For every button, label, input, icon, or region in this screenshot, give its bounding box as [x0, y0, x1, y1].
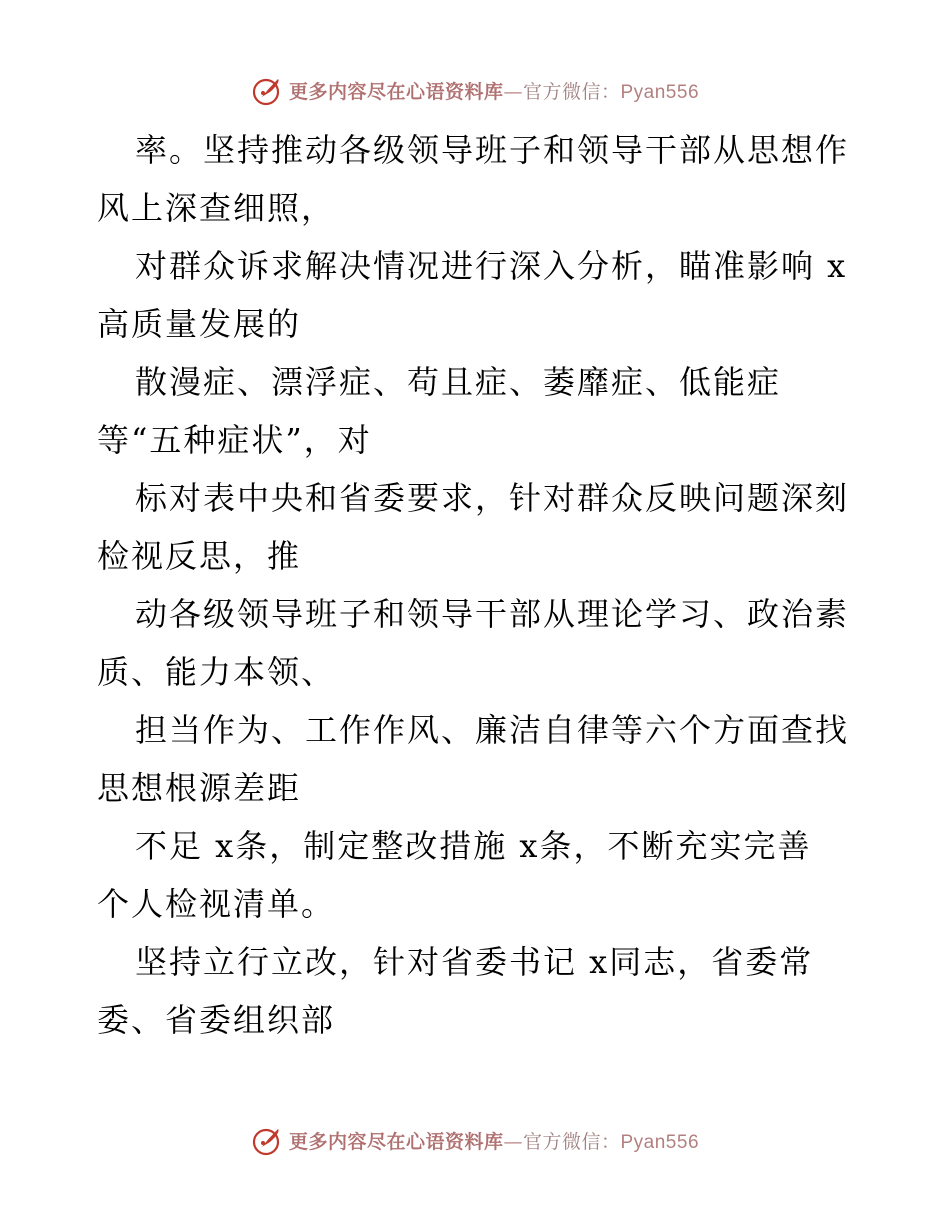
body-line: 动各级领导班子和领导干部从理论学习、政治素: [135, 595, 850, 633]
body-line: 不足 x条，制定整改措施 x条，不断充实完善: [135, 827, 812, 865]
feather-logo-icon: [251, 1123, 285, 1157]
body-line: 委、省委组织部: [97, 1001, 336, 1039]
watermark-brand: 更多内容尽在心语资料库: [288, 80, 504, 103]
body-line: 坚持立行立改，针对省委书记 x同志，省委常: [135, 943, 814, 981]
footer-watermark: [0, 1122, 950, 1158]
watermark-text: [289, 77, 699, 104]
body-line: 散漫症、漂浮症、苟且症、萎靡症、低能症: [135, 363, 782, 401]
watermark-text: [289, 1127, 699, 1154]
body-line: 等“五种症状”，对: [97, 421, 372, 459]
body-line: 个人检视清单。: [97, 885, 336, 923]
body-line: 担当作为、工作作风、廉洁自律等六个方面查找: [135, 711, 850, 749]
body-line: 对群众诉求解决情况进行深入分析，瞄准影响 x: [135, 247, 848, 285]
watermark-separator: —: [503, 80, 523, 103]
watermark-brand: 更多内容尽在心语资料库: [288, 1130, 504, 1153]
watermark-wechat-id: Pyan556: [620, 1131, 700, 1153]
header-watermark: [0, 72, 950, 108]
body-line: 思想根源差距: [97, 769, 302, 807]
body-line: 风上深查细照，: [97, 189, 336, 227]
feather-logo-icon: [251, 73, 285, 107]
watermark-wechat-id: Pyan556: [620, 81, 700, 103]
watermark-wechat-label: 官方微信：: [522, 1130, 621, 1153]
document-body: [97, 121, 877, 1049]
body-line: 高质量发展的: [97, 305, 302, 343]
body-line: 质、能力本领、: [97, 653, 336, 691]
body-line: 检视反思，推: [97, 537, 302, 575]
watermark-separator: —: [503, 1130, 523, 1153]
watermark-wechat-label: 官方微信：: [522, 80, 621, 103]
body-line: 率。坚持推动各级领导班子和领导干部从思想作: [135, 131, 850, 169]
body-line: 标对表中央和省委要求，针对群众反映问题深刻: [135, 479, 850, 517]
